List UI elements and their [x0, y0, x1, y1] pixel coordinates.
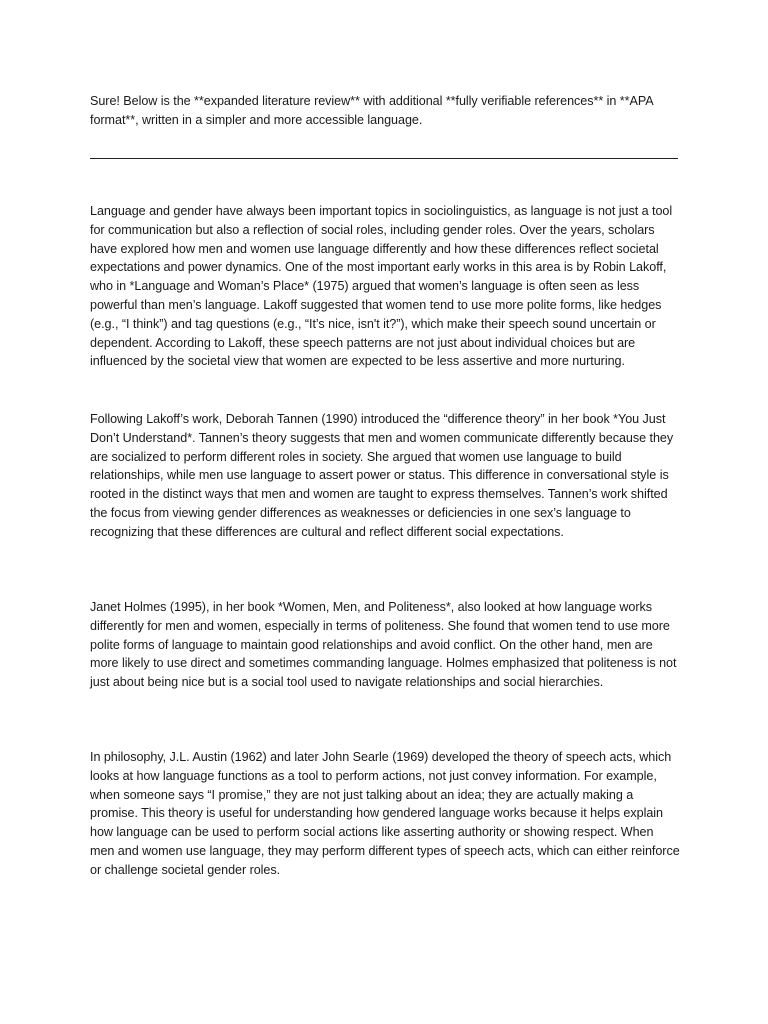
paragraph-tannen: Following Lakoff’s work, Deborah Tannen (1990) introduced the “difference theory” in her book *You Just Don’t Understand*. Tannen’s theory suggests that men and women communicate differently because they are socialized to perform different roles in society. She argued that women use language to build relationships, while men use language to assert power or status. This difference in conversational style is rooted in the distinct ways that men and women are taught to express themselves. Tannen’s work shifted the focus from viewing gender differences as weaknesses or deficiencies in one sex’s language to recognizing that these differences are cultural and reflect different social expectations. — [90, 412, 674, 539]
horizontal-divider — [90, 158, 678, 159]
paragraph-speech-acts: In philosophy, J.L. Austin (1962) and later John Searle (1969) developed the theory of speech acts, which looks at how language functions as a tool to perform actions, not just convey information. For example, when someone says “I promise,” they are not just talking about an idea; they are actually making a promise. This theory is useful for understanding how gendered language works because it helps explain how language can be used to perform social actions like asserting authority or showing respect. When men and women use language, they may perform different types of speech acts, which can either reinforce or challenge societal gender roles. — [90, 750, 680, 877]
paragraph-holmes: Janet Holmes (1995), in her book *Women, Men, and Politeness*, also looked at how language works differently for men and women, especially in terms of politeness. She found that women tend to use more polite forms of language to maintain good relationships and avoid conflict. On the other hand, men are more likely to use direct and sometimes commanding language. Holmes emphasized that politeness is not just about being nice but is a social tool used to navigate relationships and social hierarchies. — [90, 600, 677, 690]
intro-text: Sure! Below is the **expanded literature review** with additional **fully verifiable references** in **APA format**, written in a simpler and more accessible language. — [90, 94, 653, 127]
paragraph-lakoff: Language and gender have always been important topics in sociolinguistics, as language is not just a tool for communication but also a reflection of social roles, including gender roles. Over the years, scholars have explored how men and women use language differently and how these differences reflect societal expectations and power dynamics. One of the most important early works in this area is by Robin Lakoff, who in *Language and Woman’s Place* (1975) argued that women’s language is often seen as less powerful than men’s language. Lakoff suggested that women tend to use more polite forms, like hedges (e.g., “I think”) and tag questions (e.g., “It’s nice, isn't it?”), which make their speech sound uncertain or dependent. According to Lakoff, these speech patterns are not just about individual choices but are influenced by the societal view that women are expected to be less assertive and more nurturing. — [90, 204, 673, 369]
